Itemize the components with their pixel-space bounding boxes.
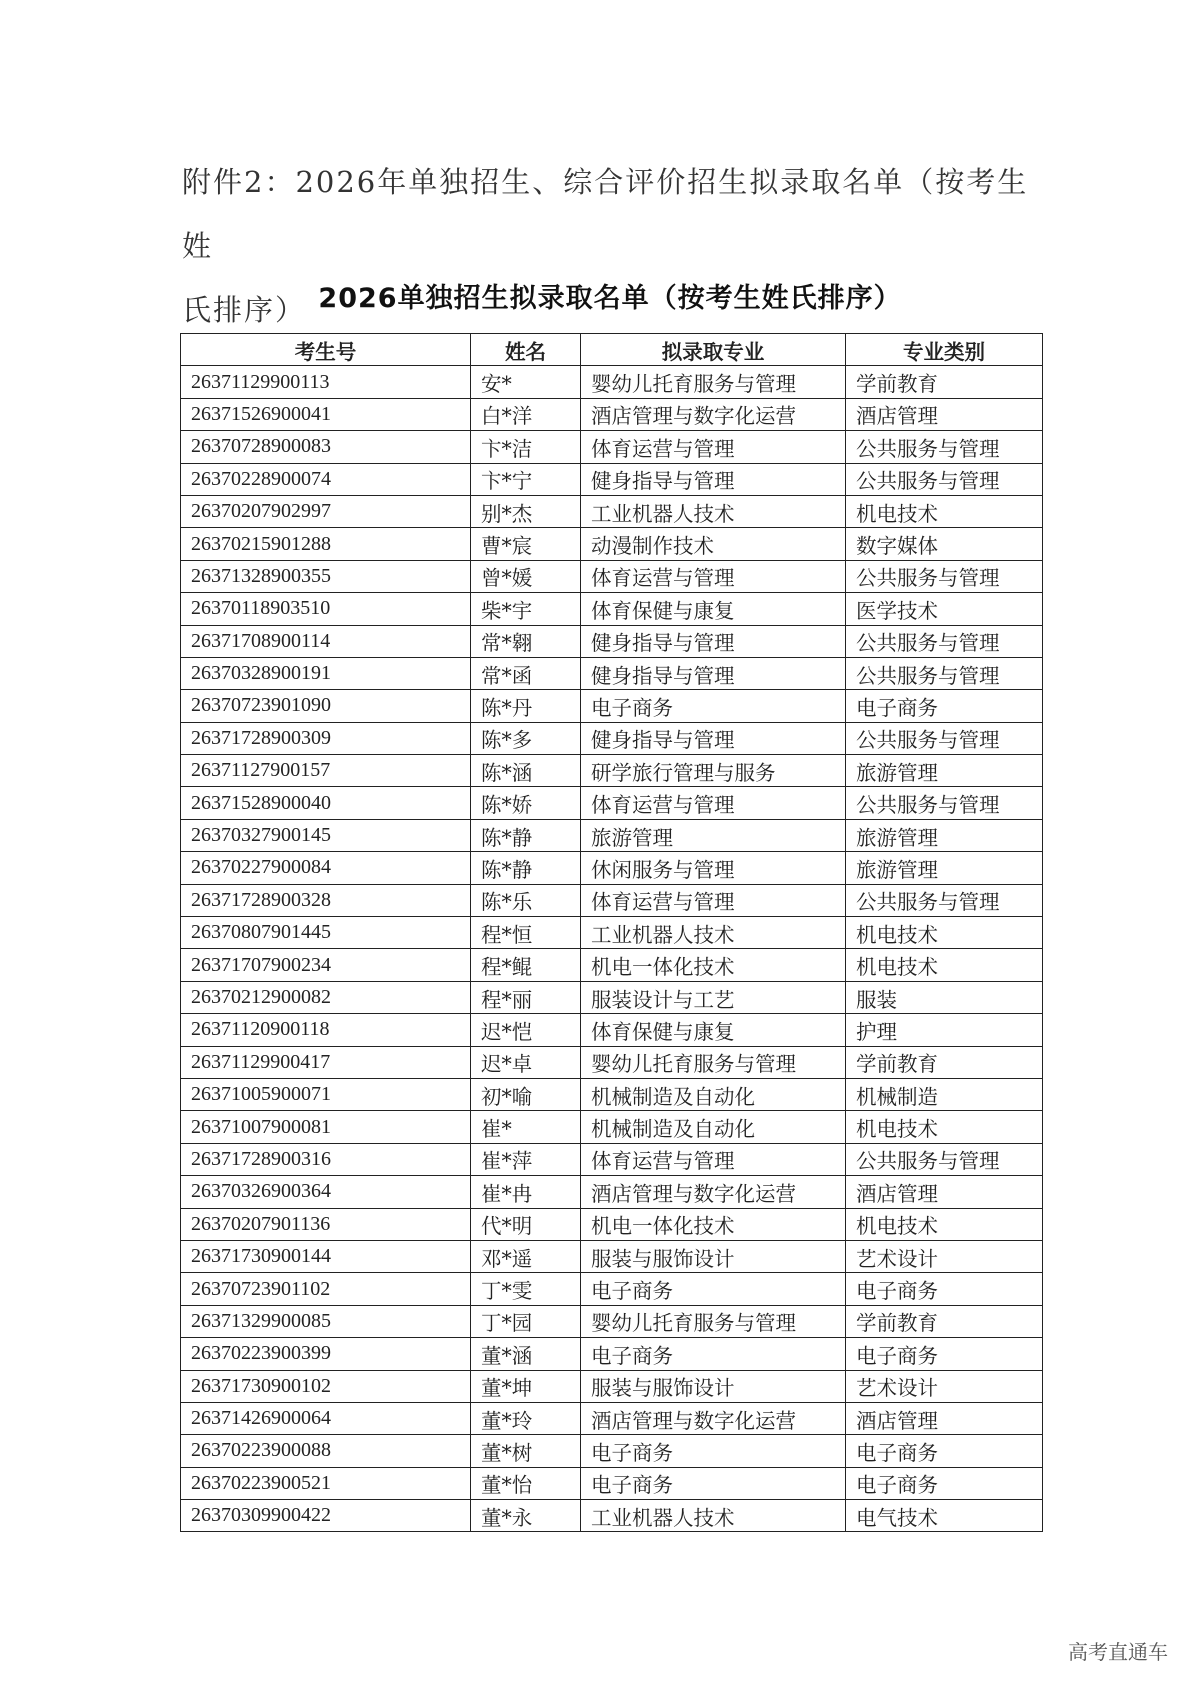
table-row xyxy=(181,625,1043,657)
major-cell: 服装与服饰设计 xyxy=(581,1240,846,1272)
major-cell: 婴幼儿托育服务与管理 xyxy=(581,1046,846,1078)
name-cell: 陈*多 xyxy=(471,722,581,754)
table-row xyxy=(181,1176,1043,1208)
category-cell: 公共服务与管理 xyxy=(846,657,1043,689)
major-cell: 电子商务 xyxy=(581,1467,846,1499)
name-cell: 董*坤 xyxy=(471,1370,581,1402)
major-cell: 健身指导与管理 xyxy=(581,657,846,689)
name-cell: 迟*恺 xyxy=(471,1014,581,1046)
major-cell: 体育运营与管理 xyxy=(581,884,846,916)
category-cell: 电子商务 xyxy=(846,1273,1043,1305)
name-cell: 崔*萍 xyxy=(471,1143,581,1175)
name-cell: 崔* xyxy=(471,1111,581,1143)
table-row xyxy=(181,366,1043,398)
exam-number-cell: 26371707900234 xyxy=(181,949,471,981)
table-row xyxy=(181,1500,1043,1532)
table-row xyxy=(181,884,1043,916)
exam-number-cell: 26371007900081 xyxy=(181,1111,471,1143)
category-cell: 学前教育 xyxy=(846,366,1043,398)
name-cell: 董*树 xyxy=(471,1435,581,1467)
name-cell: 初*喻 xyxy=(471,1078,581,1110)
name-cell: 常*翱 xyxy=(471,625,581,657)
table-row xyxy=(181,1046,1043,1078)
table-row xyxy=(181,431,1043,463)
major-cell: 休闲服务与管理 xyxy=(581,852,846,884)
major-cell: 电子商务 xyxy=(581,1338,846,1370)
name-cell: 董*玲 xyxy=(471,1402,581,1434)
major-cell: 婴幼儿托育服务与管理 xyxy=(581,1305,846,1337)
table-row xyxy=(181,1078,1043,1110)
exam-number-cell: 26370207902997 xyxy=(181,495,471,527)
exam-number-cell: 26370327900145 xyxy=(181,819,471,851)
category-cell: 公共服务与管理 xyxy=(846,431,1043,463)
table-body xyxy=(181,366,1043,1532)
table-row xyxy=(181,949,1043,981)
table-header-row xyxy=(181,334,1043,366)
table-row xyxy=(181,1143,1043,1175)
table-row xyxy=(181,1370,1043,1402)
exam-number-cell: 26370228900074 xyxy=(181,463,471,495)
exam-number-cell: 26371728900328 xyxy=(181,884,471,916)
name-cell: 陈*乐 xyxy=(471,884,581,916)
table-row xyxy=(181,1111,1043,1143)
category-cell: 酒店管理 xyxy=(846,1402,1043,1434)
category-cell: 机电技术 xyxy=(846,1208,1043,1240)
major-cell: 酒店管理与数字化运营 xyxy=(581,1176,846,1208)
category-cell: 公共服务与管理 xyxy=(846,787,1043,819)
category-cell: 机电技术 xyxy=(846,495,1043,527)
table-row xyxy=(181,1338,1043,1370)
table-row xyxy=(181,1305,1043,1337)
major-cell: 体育运营与管理 xyxy=(581,560,846,592)
name-cell: 董*怡 xyxy=(471,1467,581,1499)
table-row xyxy=(181,593,1043,625)
name-cell: 迟*卓 xyxy=(471,1046,581,1078)
name-cell: 常*函 xyxy=(471,657,581,689)
exam-number-cell: 26370309900422 xyxy=(181,1500,471,1532)
exam-number-cell: 26370118903510 xyxy=(181,593,471,625)
table-row xyxy=(181,1240,1043,1272)
category-cell: 旅游管理 xyxy=(846,852,1043,884)
name-cell: 陈*娇 xyxy=(471,787,581,819)
name-cell: 陈*静 xyxy=(471,852,581,884)
major-cell: 婴幼儿托育服务与管理 xyxy=(581,366,846,398)
exam-number-cell: 26370723901102 xyxy=(181,1273,471,1305)
exam-number-cell: 26371120900118 xyxy=(181,1014,471,1046)
exam-number-cell: 26371129900417 xyxy=(181,1046,471,1078)
attachment-heading-line-2: 氏排序） xyxy=(182,293,307,327)
category-cell: 公共服务与管理 xyxy=(846,560,1043,592)
major-cell: 研学旅行管理与服务 xyxy=(581,755,846,787)
exam-number-cell: 26370328900191 xyxy=(181,657,471,689)
major-cell: 电子商务 xyxy=(581,1273,846,1305)
major-cell: 健身指导与管理 xyxy=(581,625,846,657)
category-cell: 公共服务与管理 xyxy=(846,884,1043,916)
category-cell: 学前教育 xyxy=(846,1046,1043,1078)
name-cell: 陈*丹 xyxy=(471,690,581,722)
exam-number-cell: 26370223900088 xyxy=(181,1435,471,1467)
category-cell: 机电技术 xyxy=(846,917,1043,949)
major-cell: 酒店管理与数字化运营 xyxy=(581,398,846,430)
category-cell: 艺术设计 xyxy=(846,1240,1043,1272)
exam-number-cell: 26371328900355 xyxy=(181,560,471,592)
table-row xyxy=(181,917,1043,949)
exam-number-cell: 26371426900064 xyxy=(181,1402,471,1434)
category-cell: 服装 xyxy=(846,981,1043,1013)
table-row xyxy=(181,495,1043,527)
table-row xyxy=(181,657,1043,689)
category-cell: 公共服务与管理 xyxy=(846,463,1043,495)
exam-number-cell: 26370212900082 xyxy=(181,981,471,1013)
exam-number-cell: 26371005900071 xyxy=(181,1078,471,1110)
category-cell: 公共服务与管理 xyxy=(846,625,1043,657)
category-cell: 学前教育 xyxy=(846,1305,1043,1337)
name-cell: 曾*媛 xyxy=(471,560,581,592)
exam-number-cell: 26371329900085 xyxy=(181,1305,471,1337)
major-cell: 体育运营与管理 xyxy=(581,431,846,463)
exam-number-cell: 26370223900521 xyxy=(181,1467,471,1499)
category-cell: 数字媒体 xyxy=(846,528,1043,560)
admission-table xyxy=(180,333,1043,1532)
major-cell: 工业机器人技术 xyxy=(581,495,846,527)
name-cell: 程*恒 xyxy=(471,917,581,949)
exam-number-cell: 26370723901090 xyxy=(181,690,471,722)
table-row xyxy=(181,981,1043,1013)
table-row xyxy=(181,1435,1043,1467)
category-cell: 机械制造 xyxy=(846,1078,1043,1110)
exam-number-cell: 26371528900040 xyxy=(181,787,471,819)
major-cell: 服装与服饰设计 xyxy=(581,1370,846,1402)
major-cell: 服装设计与工艺 xyxy=(581,981,846,1013)
category-cell: 酒店管理 xyxy=(846,1176,1043,1208)
major-cell: 工业机器人技术 xyxy=(581,917,846,949)
category-cell: 电子商务 xyxy=(846,690,1043,722)
name-cell: 别*杰 xyxy=(471,495,581,527)
attachment-heading-line-1: 附件2：2026年单独招生、综合评价招生拟录取名单（按考生姓 xyxy=(182,165,1029,263)
category-cell: 医学技术 xyxy=(846,593,1043,625)
table-title: 2026单独招生拟录取名单（按考生姓氏排序） xyxy=(318,283,902,314)
name-cell: 安* xyxy=(471,366,581,398)
table-row xyxy=(181,1467,1043,1499)
category-cell: 公共服务与管理 xyxy=(846,722,1043,754)
exam-number-cell: 26371730900102 xyxy=(181,1370,471,1402)
name-cell: 董*永 xyxy=(471,1500,581,1532)
major-cell: 机械制造及自动化 xyxy=(581,1111,846,1143)
exam-number-cell: 26371127900157 xyxy=(181,755,471,787)
name-cell: 白*洋 xyxy=(471,398,581,430)
exam-number-cell: 26371526900041 xyxy=(181,398,471,430)
table-row xyxy=(181,463,1043,495)
major-cell: 动漫制作技术 xyxy=(581,528,846,560)
name-cell: 丁*雯 xyxy=(471,1273,581,1305)
major-cell: 旅游管理 xyxy=(581,819,846,851)
category-cell: 机电技术 xyxy=(846,949,1043,981)
major-cell: 体育保健与康复 xyxy=(581,593,846,625)
exam-number-cell: 26370223900399 xyxy=(181,1338,471,1370)
name-cell: 卞*洁 xyxy=(471,431,581,463)
major-cell: 机电一体化技术 xyxy=(581,949,846,981)
major-cell: 机械制造及自动化 xyxy=(581,1078,846,1110)
table-row xyxy=(181,1208,1043,1240)
table-row xyxy=(181,1014,1043,1046)
category-cell: 公共服务与管理 xyxy=(846,1143,1043,1175)
category-cell: 护理 xyxy=(846,1014,1043,1046)
major-cell: 健身指导与管理 xyxy=(581,722,846,754)
exam-number-cell: 26370227900084 xyxy=(181,852,471,884)
name-cell: 曹*宸 xyxy=(471,528,581,560)
column-header-major: 拟录取专业 xyxy=(581,334,846,366)
category-cell: 旅游管理 xyxy=(846,819,1043,851)
exam-number-cell: 26370215901288 xyxy=(181,528,471,560)
exam-number-cell: 26370326900364 xyxy=(181,1176,471,1208)
exam-number-cell: 26370807901445 xyxy=(181,917,471,949)
exam-number-cell: 26370728900083 xyxy=(181,431,471,463)
name-cell: 陈*静 xyxy=(471,819,581,851)
category-cell: 机电技术 xyxy=(846,1111,1043,1143)
major-cell: 体育运营与管理 xyxy=(581,1143,846,1175)
name-cell: 崔*冉 xyxy=(471,1176,581,1208)
major-cell: 健身指导与管理 xyxy=(581,463,846,495)
category-cell: 旅游管理 xyxy=(846,755,1043,787)
name-cell: 邓*遥 xyxy=(471,1240,581,1272)
table-row xyxy=(181,560,1043,592)
category-cell: 电子商务 xyxy=(846,1435,1043,1467)
table-row xyxy=(181,755,1043,787)
major-cell: 机电一体化技术 xyxy=(581,1208,846,1240)
table-row xyxy=(181,1402,1043,1434)
watermark-text: 高考直通车 xyxy=(1068,1640,1168,1664)
name-cell: 程*丽 xyxy=(471,981,581,1013)
name-cell: 丁*园 xyxy=(471,1305,581,1337)
exam-number-cell: 26371129900113 xyxy=(181,366,471,398)
column-header-category: 专业类别 xyxy=(846,334,1043,366)
category-cell: 艺术设计 xyxy=(846,1370,1043,1402)
table-row xyxy=(181,787,1043,819)
name-cell: 程*鲲 xyxy=(471,949,581,981)
major-cell: 体育运营与管理 xyxy=(581,787,846,819)
major-cell: 工业机器人技术 xyxy=(581,1500,846,1532)
table-row xyxy=(181,398,1043,430)
exam-number-cell: 26371728900316 xyxy=(181,1143,471,1175)
major-cell: 电子商务 xyxy=(581,1435,846,1467)
column-header-exam-number: 考生号 xyxy=(181,334,471,366)
table-row xyxy=(181,528,1043,560)
category-cell: 电子商务 xyxy=(846,1467,1043,1499)
name-cell: 代*明 xyxy=(471,1208,581,1240)
name-cell: 卞*宁 xyxy=(471,463,581,495)
column-header-name: 姓名 xyxy=(471,334,581,366)
exam-number-cell: 26371730900144 xyxy=(181,1240,471,1272)
category-cell: 电气技术 xyxy=(846,1500,1043,1532)
category-cell: 电子商务 xyxy=(846,1338,1043,1370)
table-row xyxy=(181,1273,1043,1305)
table-row xyxy=(181,690,1043,722)
name-cell: 陈*涵 xyxy=(471,755,581,787)
name-cell: 董*涵 xyxy=(471,1338,581,1370)
table-row xyxy=(181,722,1043,754)
table-row xyxy=(181,819,1043,851)
exam-number-cell: 26371728900309 xyxy=(181,722,471,754)
major-cell: 体育保健与康复 xyxy=(581,1014,846,1046)
exam-number-cell: 26371708900114 xyxy=(181,625,471,657)
name-cell: 柴*宇 xyxy=(471,593,581,625)
table-row xyxy=(181,852,1043,884)
category-cell: 酒店管理 xyxy=(846,398,1043,430)
exam-number-cell: 26370207901136 xyxy=(181,1208,471,1240)
major-cell: 电子商务 xyxy=(581,690,846,722)
major-cell: 酒店管理与数字化运营 xyxy=(581,1402,846,1434)
